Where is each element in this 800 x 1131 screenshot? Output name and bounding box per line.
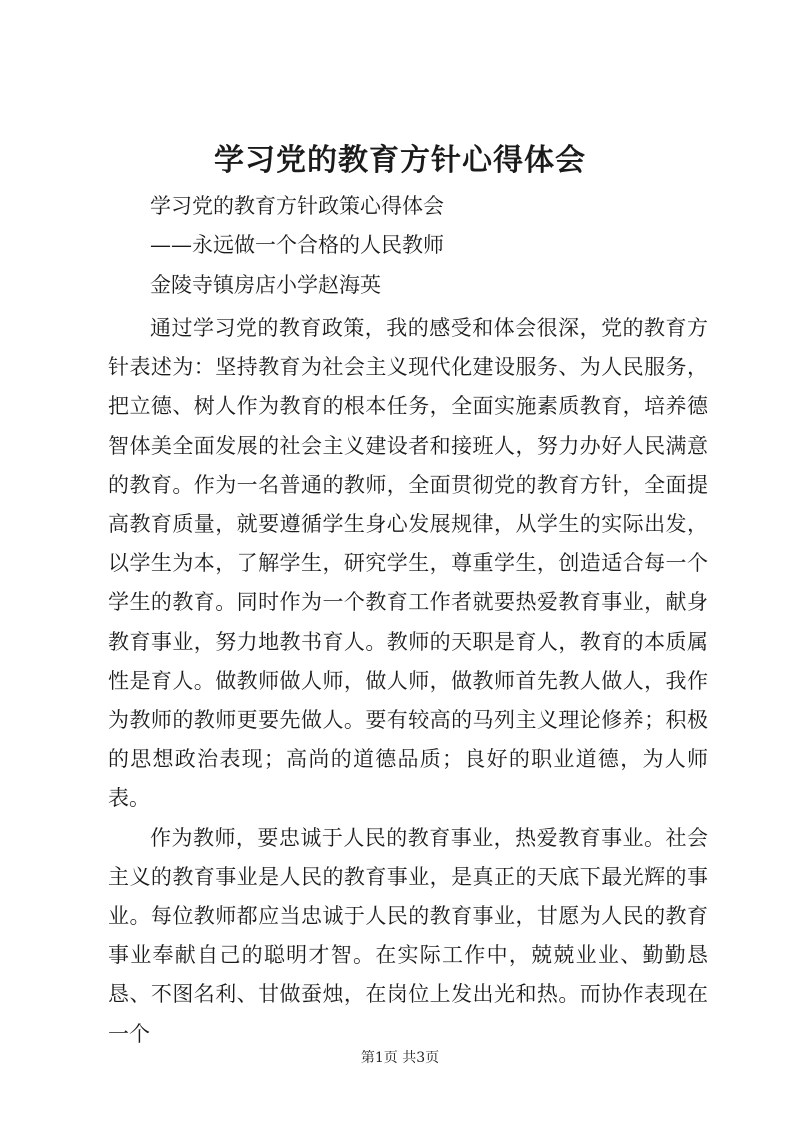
document-body: [108, 309, 708, 1054]
author-line: 金陵寺镇房店小学赵海英: [150, 273, 381, 297]
subtitle-line: ——永远做一个合格的人民教师: [150, 233, 444, 257]
body-paragraph: 作为教师，要忠诚于人民的教育事业，热爱教育事业。社会主义的教育事业是人民的教育事业，是真正的天底下最光辉的事业。每位教师都应当忠诚于人民的教育事业，甘愿为人民的教育事业奉献自己的聪明才智。在实际工作中，兢兢业业、勤勤恳恳、不图名利、甘做蚕烛，在岗位上发出光和热。而协作表现在一个: [108, 825, 708, 1046]
body-paragraph: 通过学习党的教育政策，我的感受和体会很深，党的教育方针表述为：坚持教育为社会主义现代化建设服务、为人民服务，把立德、树人作为教育的根本任务，全面实施素质教育，培养德智体美全面发展的社会主义建设者和接班人，努力办好人民满意的教育。作为一名普通的教师，全面贯彻党的教育方针，全面提高教育质量，就要遵循学生身心发展规律，从学生的实际出发，以学生为本，了解学生，研究学生，尊重学生，创造适合每一个学生的教育。同时作为一个教育工作者就要热爱教育事业，献身教育事业，努力地教书育人。教师的天职是育人，教育的本质属性是育人。做教师做人师，做人师，做教师首先教人做人，我作为教师的教师更要先做人。要有较高的马列主义理论修养；积极的思想政治表现；高尚的道德品质；良好的职业道德，为人师表。: [108, 316, 708, 811]
page-footer: 第1页 共3页: [360, 1050, 440, 1066]
document-title: 学习党的教育方针心得体会: [214, 143, 586, 178]
subtitle-line: 学习党的教育方针政策心得体会: [150, 194, 444, 218]
